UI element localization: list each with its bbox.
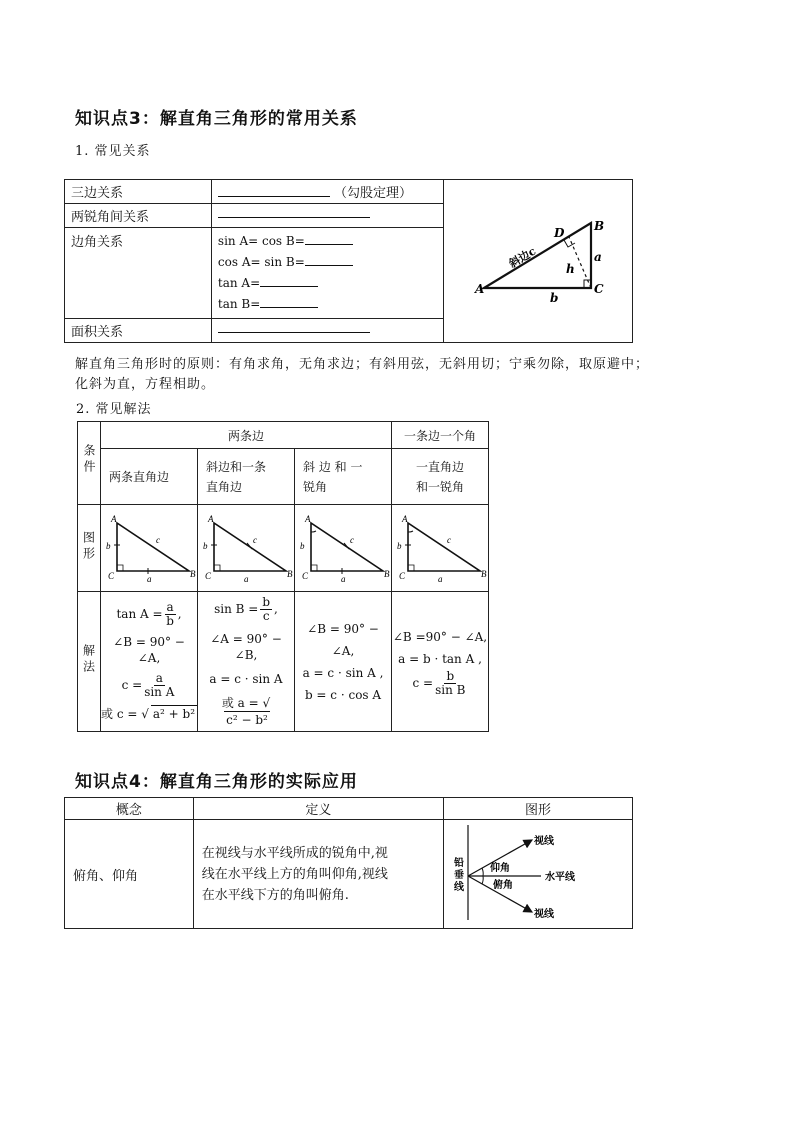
cond-two-legs: 两条直角边 (101, 449, 198, 505)
kp3-subtitle-2: 2. 常见解法 (76, 402, 152, 417)
a-eq: a = b · tan A , (398, 652, 482, 666)
right-angle-mark (408, 565, 414, 571)
def-line-2: 线在水平线上方的角叫仰角,视线 (201, 866, 388, 882)
label-A: A (208, 514, 214, 524)
head-figure: 图形 (443, 798, 632, 820)
right-angle-mark (117, 565, 123, 571)
right-angle-mark (214, 565, 220, 571)
application-table (64, 797, 633, 929)
label-a: a (244, 574, 249, 584)
label-C: C (399, 571, 406, 581)
label-b: b (549, 291, 559, 305)
cond-header (78, 422, 101, 505)
label-c: c (350, 535, 354, 545)
or-text: 或 a = (221, 695, 259, 710)
kp3-subtitle-1: 1. 常见关系 (75, 144, 151, 159)
two-sides-header: 两条边 (101, 422, 392, 449)
elevation-label: 仰角 (489, 863, 510, 874)
cond-leg-angle (392, 449, 489, 505)
label-a: a (593, 250, 602, 264)
cond-leg-angle-2: 和一锐角 (415, 479, 464, 494)
fig-leg-angle (392, 505, 489, 592)
label-c: c (156, 535, 160, 545)
cosA-text: cos A= sin B= (217, 255, 305, 269)
one-side-angle-header: 一条边一个角 (392, 422, 489, 449)
c-eq: c = (412, 676, 434, 690)
angle-eq: ∠A = 90° − ∠B, (210, 631, 282, 662)
fig-two-legs (101, 505, 198, 592)
label-C: C (205, 571, 212, 581)
blank-line (305, 233, 353, 245)
cond-hyp-leg-2: 直角边 (206, 479, 243, 494)
def-line-1: 在视线与水平线所成的锐角中,视 (201, 845, 388, 861)
label-B: B (287, 569, 293, 579)
fig-hyp-angle (295, 505, 392, 592)
plumb-char-1: 铅 (453, 858, 464, 869)
frac-num: b (262, 594, 271, 609)
cond-label: 条件 (82, 443, 96, 476)
label-B: B (593, 219, 605, 233)
label-D: D (553, 226, 565, 240)
b-eq: b = c · cos A (304, 687, 382, 702)
right-triangle-figure (444, 185, 632, 333)
fig-hyp-leg (198, 505, 295, 592)
blank-line (218, 206, 370, 218)
comma: , (274, 601, 278, 616)
tanB-text: tan B= (217, 297, 261, 311)
fig-header (78, 505, 101, 592)
pythagoras-note: （勾股定理） (334, 186, 413, 201)
row-angles-label: 两锐角间关系 (65, 204, 212, 228)
label-A: A (111, 514, 117, 524)
label-C: C (108, 571, 115, 581)
angle-eq: ∠B = 90° − ∠A, (113, 635, 185, 665)
small-right-triangle (295, 505, 391, 587)
head-definition: 定义 (193, 798, 443, 820)
row-side-angle-label: 边角关系 (65, 228, 212, 319)
sight-down-label: 视线 (533, 909, 554, 920)
frac-num: b (446, 669, 455, 683)
label-h: h (565, 262, 575, 276)
fig-label: 图形 (81, 530, 96, 563)
sin-text: sin B = (214, 601, 259, 616)
label-C: C (593, 282, 604, 296)
kp3-title: 知识点3：解直角三角形的常用关系 (75, 109, 358, 129)
small-right-triangle (392, 505, 488, 587)
row-side-angle-value (211, 228, 443, 319)
cond-leg-angle-1: 一直角边 (415, 459, 464, 474)
label-b: b (300, 541, 305, 551)
method-label: 解法 (81, 644, 96, 676)
frac-num: a (155, 671, 163, 685)
kp4-title: 知识点4：解直角三角形的实际应用 (75, 772, 358, 792)
row-sides-label: 三边关系 (65, 180, 212, 204)
small-right-triangle (101, 505, 197, 587)
blank-line (218, 185, 330, 197)
blank-line (218, 321, 370, 333)
a-eq: a = c · sin A (209, 671, 283, 686)
row-angles-value (211, 204, 443, 228)
methods-table (77, 421, 489, 732)
angle-eq: ∠B =90° − ∠A, (392, 630, 488, 644)
label-b: b (106, 541, 111, 551)
def-line-3: 在水平线下方的角叫俯角. (201, 887, 349, 903)
head-concept: 概念 (65, 798, 194, 820)
label-B: B (190, 569, 196, 579)
label-a: a (147, 574, 152, 584)
label-b: b (203, 541, 208, 551)
comma: , (177, 607, 182, 621)
label-A: A (474, 282, 485, 296)
plumb-char-2: 垂 (453, 870, 464, 881)
method-two-legs: tan A = $\frac{a}{b}$ , ∠B = 90° − ∠A, c = $\frac{a}{\text{sin A}}$ 或 c = √ a² + b² (101, 592, 198, 732)
blank-line (260, 275, 318, 287)
plumb-char-3: 线 (453, 882, 464, 893)
blank-line (305, 254, 353, 266)
frac-den: sin A (144, 685, 175, 699)
label-B: B (481, 569, 487, 579)
cond-hyp-angle-1: 斜 边 和 一 (303, 459, 363, 474)
method-hyp-leg: sin B = $\frac{b}{c}$ , ∠A = 90° − ∠B, a = c · sin A 或 a = √c² − b² (198, 592, 295, 732)
cond-hyp-angle (295, 449, 392, 505)
label-a: a (341, 574, 346, 584)
label-A: A (402, 514, 408, 524)
method-header (78, 592, 101, 732)
elevation-depression-figure (444, 820, 632, 924)
cond-hyp-angle-2: 锐角 (303, 479, 328, 494)
frac-num: a (166, 600, 174, 614)
label-C: C (302, 571, 309, 581)
method-leg-angle (392, 592, 489, 732)
tanA-text: tan A= (217, 276, 261, 290)
label-A: A (305, 514, 311, 524)
depression-label: 俯角 (492, 880, 513, 891)
c-eq: c = (121, 678, 143, 692)
definition-cell (193, 820, 443, 929)
cond-hyp-leg-1: 斜边和一条 (206, 459, 267, 474)
triangle (117, 523, 189, 571)
frac-den: c (262, 608, 270, 623)
method-hyp-angle (295, 592, 392, 732)
relations-table (64, 179, 633, 343)
radicand: c² − b² (226, 712, 268, 727)
a-eq: a = c · sin A , (302, 665, 384, 680)
row-area-label: 面积关系 (65, 319, 212, 343)
concept-cell: 俯角、仰角 (65, 820, 194, 929)
row-area-value (211, 319, 443, 343)
frac-den: sin B (435, 683, 466, 697)
horizontal-label: 水平线 (544, 872, 575, 883)
label-a: a (438, 574, 443, 584)
blank-line (260, 296, 318, 308)
angle-figure-cell (443, 820, 632, 929)
or-text: 或 c = (101, 707, 138, 721)
radicand: a² + b² (152, 707, 196, 721)
label-B: B (384, 569, 390, 579)
row-sides-value (211, 180, 443, 204)
triangle (408, 523, 480, 571)
small-right-triangle (198, 505, 294, 587)
label-hypotenuse: 斜边c (506, 244, 539, 271)
label-b: b (397, 541, 402, 551)
angle-eq: ∠B = 90° − ∠A, (307, 621, 379, 658)
triangle-figure-cell (443, 180, 632, 343)
right-angle-mark (311, 565, 317, 571)
label-c: c (447, 535, 451, 545)
tan-text: tan A = (116, 607, 163, 621)
principle-line-2: 化斜为直，方程相助。 (75, 377, 216, 392)
sight-up-label: 视线 (533, 836, 554, 847)
frac-den: b (166, 614, 174, 628)
cond-hyp-leg (198, 449, 295, 505)
label-c: c (253, 535, 257, 545)
principle-text (75, 355, 735, 395)
principle-line-1: 解直角三角形时的原则：有角求角，无角求边；有斜用弦，无斜用切；宁乘勿除，取原避中； (75, 357, 650, 372)
sinA-text: sin A= cos B= (217, 234, 305, 248)
